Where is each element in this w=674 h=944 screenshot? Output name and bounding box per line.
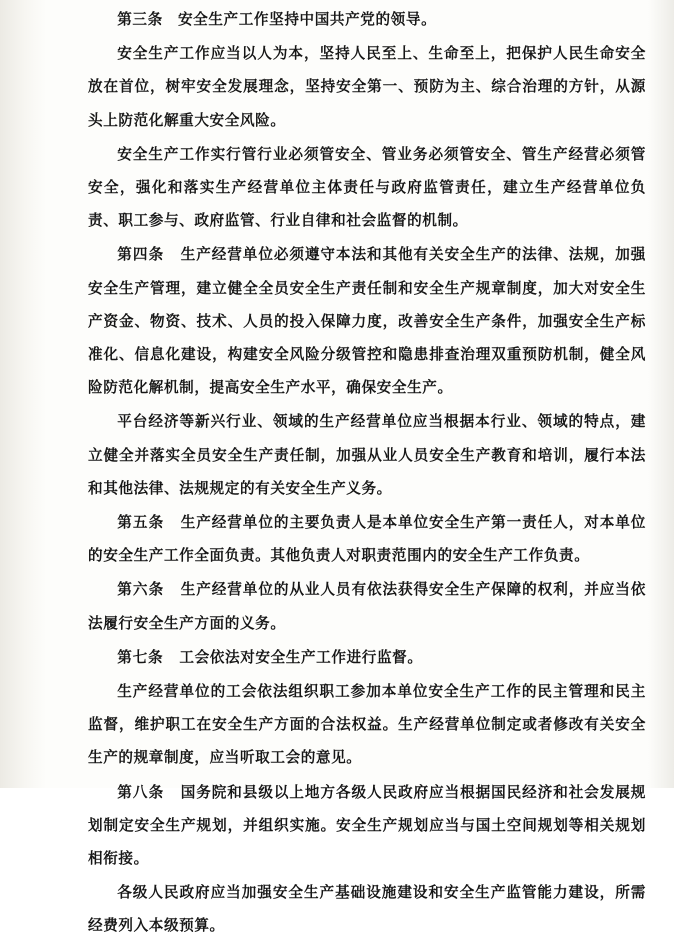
paragraph: [88, 877, 646, 943]
paragraph: [88, 676, 646, 776]
paragraph: [88, 574, 646, 640]
article-number: 第四条: [117, 247, 165, 264]
paragraph-text: 国务院和县级以上地方各级人民政府应当根据国民经济和社会发展规划制定安全生产规划，并组织实施。安全生产规划应当与国土空间规划等相关规划相衔接。: [88, 784, 646, 868]
paragraph-text: 工会依法对安全生产工作进行监督。: [179, 649, 423, 666]
paragraph: [88, 642, 646, 675]
paragraph: [88, 507, 646, 573]
paragraph-text: 安全生产工作应当以人为本，坚持人民至上、生命至上，把保护人民生命安全放在首位，树牢安全发展理念，坚持安全第一、预防为主、综合治理的方针，从源头上防范化解重大安全风险。: [88, 46, 646, 129]
article-number: 第七条: [117, 649, 164, 666]
paragraph-text: 各级人民政府应当加强安全生产基础设施建设和安全生产监管能力建设，所需经费列入本级预算。: [88, 885, 646, 935]
paragraph-text: 生产经营单位必须遵守本法和其他有关安全生产的法律、法规，加强安全生产管理，建立健全全员安全生产责任制和安全生产规章制度，加大对安全生产资金、物资、技术、人员的投入保障力度，改善安全生产条件，加强安全生产标准化、信息化建设，构建安全风险分级管控和隐患排查治理双重预防机制，健全风险防范化解机制，提高安全生产水平，确保安全生产。: [88, 247, 646, 397]
paragraph: [88, 777, 646, 877]
article-number: 第五条: [117, 515, 165, 532]
paragraph-text: 生产经营单位的主要负责人是本单位安全生产第一责任人，对本单位的安全生产工作全面负责。其他负责人对职责范围内的安全生产工作负责。: [88, 515, 646, 565]
paragraph-text: 平台经济等新兴行业、领域的生产经营单位应当根据本行业、领域的特点，建立健全并落实全员安全生产责任制，加强从业人员安全生产教育和培训，履行本法和其他法律、法规规定的有关安全生产义务。: [88, 414, 646, 497]
paragraph-text: 生产经营单位的工会依法组织职工参加本单位安全生产工作的民主管理和民主监督，维护职工在安全生产方面的合法权益。生产经营单位制定或者修改有关安全生产的规章制度，应当听取工会的意见。: [88, 684, 646, 767]
paragraph-text: 第三条 安全生产工作坚持中国共产党的领导。: [117, 12, 437, 28]
article-number: 第八条: [117, 784, 165, 801]
paragraph: [88, 38, 646, 138]
paragraph: [88, 239, 646, 405]
article-number: 第六条: [117, 582, 165, 599]
paragraph: [88, 406, 646, 506]
paragraph: [88, 139, 646, 239]
paragraph-text: 生产经营单位的从业人员有依法获得安全生产保障的权利，并应当依法履行安全生产方面的义务。: [88, 582, 646, 632]
paragraph: [88, 4, 646, 37]
paragraph-text: 安全生产工作实行管行业必须管安全、管业务必须管安全、管生产经营必须管安全，强化和落实生产经营单位主体责任与政府监管责任，建立生产经营单位负责、职工参与、政府监管、行业自律和社会监督的机制。: [88, 146, 646, 230]
